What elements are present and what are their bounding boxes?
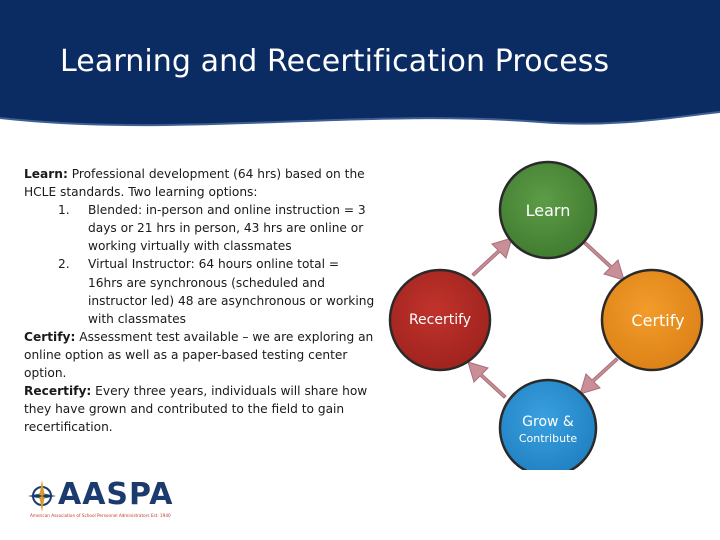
option-number: 1. (58, 203, 70, 218)
recertify-text: Every three years, individuals will share how they have grown and contributed to the field to gain recertification. (24, 384, 368, 435)
learn-text: Professional development (64 hrs) based on the HCLE standards. Two learning options: (24, 167, 365, 200)
certify-paragraph (24, 328, 376, 382)
arrow-grow-to-recertify (468, 362, 506, 398)
recertify-paragraph (24, 382, 376, 436)
options-list (24, 201, 376, 328)
option-item (24, 255, 376, 327)
arrow-certify-to-grow (580, 358, 618, 394)
certify-label: Certify: (24, 329, 76, 344)
learn-label: Learn (525, 201, 571, 220)
certify-text: Assessment test available – we are exploring an online option as well as a paper-based testing center option. (24, 329, 374, 381)
arrow-recertify-to-learn (472, 238, 512, 276)
option-text: 64 hours online total = 16hrs are synchronous (scheduled and instructor led) 48 are asynchronous or working with classmates (88, 257, 375, 326)
logo-wordmark: AASPA (58, 477, 174, 512)
aaspa-logo (28, 478, 196, 520)
logo-tagline: American Association of School Personnel Administrators Est. 1940 (30, 513, 171, 518)
option-item (24, 201, 376, 255)
certify-label: Certify (631, 311, 685, 330)
grow-label-line2: Contribute (518, 432, 578, 445)
arrow-learn-to-certify (584, 242, 624, 280)
learn-paragraph (24, 165, 376, 201)
recertify-label: Recertify: (24, 384, 92, 399)
grow-label-line1: Grow & (522, 414, 574, 430)
option-text: in-person and online instruction = 3 days or 21 hrs in person, 43 hrs are online or working virtually with classmates (88, 203, 366, 254)
option-label: Virtual Instructor: (88, 257, 195, 272)
cycle-diagram (378, 150, 720, 470)
option-number: 2. (58, 257, 70, 272)
compass-icon (28, 480, 56, 512)
body-text (24, 165, 376, 436)
title-wave (0, 108, 720, 138)
learn-label: Learn: (24, 167, 68, 181)
option-label: Blended: (88, 203, 143, 218)
slide-title: Learning and Recertification Process (60, 44, 610, 79)
recertify-label: Recertify (408, 312, 472, 328)
